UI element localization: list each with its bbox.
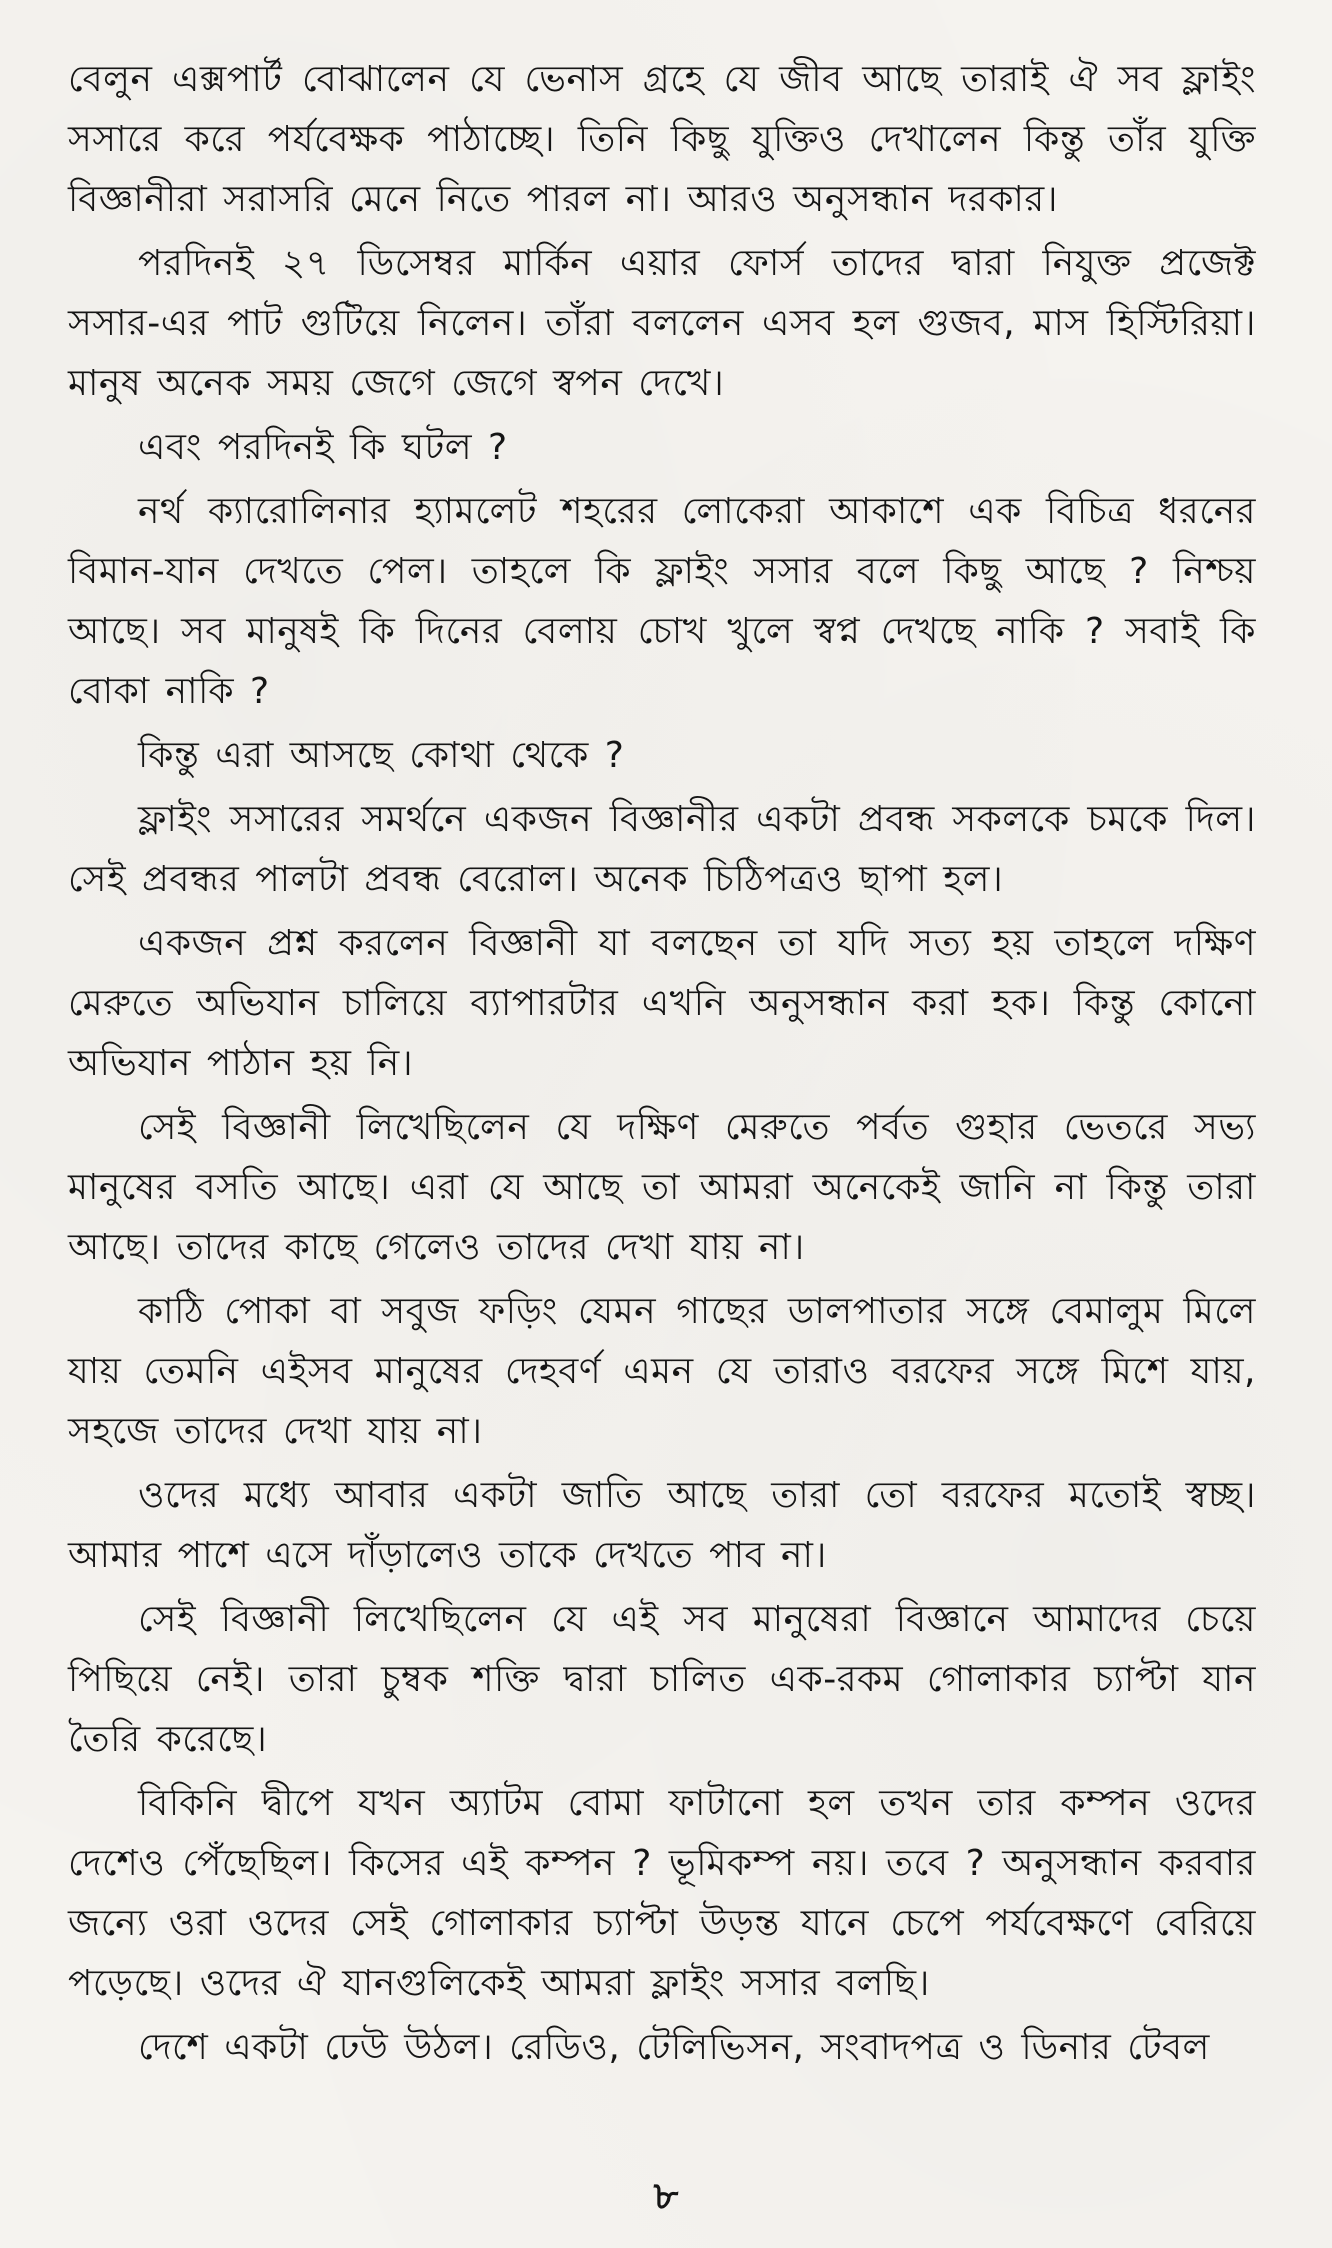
page-body-text — [68, 50, 1256, 2078]
paragraph-12: বিকিনি দ্বীপে যখন অ্যাটম বোমা ফাটানো হল তখন তার কম্পন ওদের দেশেও পেঁছেছিল। কিসের এই কম্পন ? ভূমিকম্প নয়। তবে ? অনুসন্ধান করবার জন্যে ওরা ওদের সেই গোলাকার চ্যাপ্টা উড়ন্ত যানে চেপে পর্যবেক্ষণে বেরিয়ে পড়েছে। ওদের ঐ যানগুলিকেই আমরা ফ্লাইং সসার বলছি। — [68, 1783, 1256, 2004]
paragraph-13: দেশে একটা ঢেউ উঠল। রেডিও, টেলিভিসন, সংবাদপত্র ও ডিনার টেবল — [138, 2027, 1210, 2068]
paragraph-7: একজন প্রশ্ন করলেন বিজ্ঞানী যা বলছেন তা যদি সত্য হয় তাহলে দক্ষিণ মেরুতে অভিযান চালিয়ে ব্যাপারটার এখনি অনুসন্ধান করা হক। কিন্তু কোনো অভিযান পাঠান হয় নি। — [68, 923, 1256, 1084]
paragraph-10: ওদের মধ্যে আবার একটা জাতি আছে তারা তো বরফের মতোই স্বচ্ছ। আমার পাশে এসে দাঁড়ালেও তাকে দেখতে পাব না। — [68, 1475, 1256, 1576]
paragraph-5: কিন্তু এরা আসছে কোথা থেকে ? — [138, 735, 625, 776]
paragraph-9: কাঠি পোকা বা সবুজ ফড়িং যেমন গাছের ডালপাতার সঙ্গে বেমালুম মিলে যায় তেমনি এইসব মানুষের দেহবর্ণ এমন যে তারাও বরফের সঙ্গে মিশে যায়, সহজে তাদের দেখা যায় না। — [68, 1291, 1256, 1452]
paragraph-1: বেলুন এক্সপার্ট বোঝালেন যে ভেনাস গ্রহে যে জীব আছে তারাই ঐ সব ফ্লাইং সসারে করে পর্যবেক্ষক পাঠাচ্ছে। তিনি কিছু যুক্তিও দেখালেন কিন্তু তাঁর যুক্তি বিজ্ঞানীরা সরাসরি মেনে নিতে পারল না। আরও অনুসন্ধান দরকার। — [68, 59, 1256, 220]
page-number: ৮ — [653, 2174, 679, 2218]
paragraph-2: পরদিনই ২৭ ডিসেম্বর মার্কিন এয়ার ফোর্স তাদের দ্বারা নিযুক্ত প্রজেক্ট সসার-এর পাট গুটিয়ে নিলেন। তাঁরা বললেন এসব হল গুজব, মাস হিস্টিরিয়া। মানুষ অনেক সময় জেগে জেগে স্বপন দেখে। — [68, 243, 1256, 404]
paragraph-3: এবং পরদিনই কি ঘটল ? — [138, 427, 508, 468]
paragraph-11: সেই বিজ্ঞানী লিখেছিলেন যে এই সব মানুষেরা বিজ্ঞানে আমাদের চেয়ে পিছিয়ে নেই। তারা চুম্বক শক্তি দ্বারা চালিত এক-রকম গোলাকার চ্যাপ্টা যান তৈরি করেছে। — [68, 1599, 1256, 1760]
paragraph-4: নর্থ ক্যারোলিনার হ্যামলেট শহরের লোকেরা আকাশে এক বিচিত্র ধরনের বিমান-যান দেখতে পেল। তাহলে কি ফ্লাইং সসার বলে কিছু আছে ? নিশ্চয় আছে। সব মানুষই কি দিনের বেলায় চোখ খুলে স্বপ্ন দেখছে নাকি ? সবাই কি বোকা নাকি ? — [68, 491, 1256, 712]
paragraph-8: সেই বিজ্ঞানী লিখেছিলেন যে দক্ষিণ মেরুতে পর্বত গুহার ভেতরে সভ্য মানুষের বসতি আছে। এরা যে আছে তা আমরা অনেকেই জানি না কিন্তু তারা আছে। তাদের কাছে গেলেও তাদের দেখা যায় না। — [68, 1107, 1256, 1268]
paragraph-6: ফ্লাইং সসারের সমর্থনে একজন বিজ্ঞানীর একটা প্রবন্ধ সকলকে চমকে দিল। সেই প্রবন্ধর পালটা প্রবন্ধ বেরোল। অনেক চিঠিপত্রও ছাপা হল। — [68, 799, 1256, 900]
